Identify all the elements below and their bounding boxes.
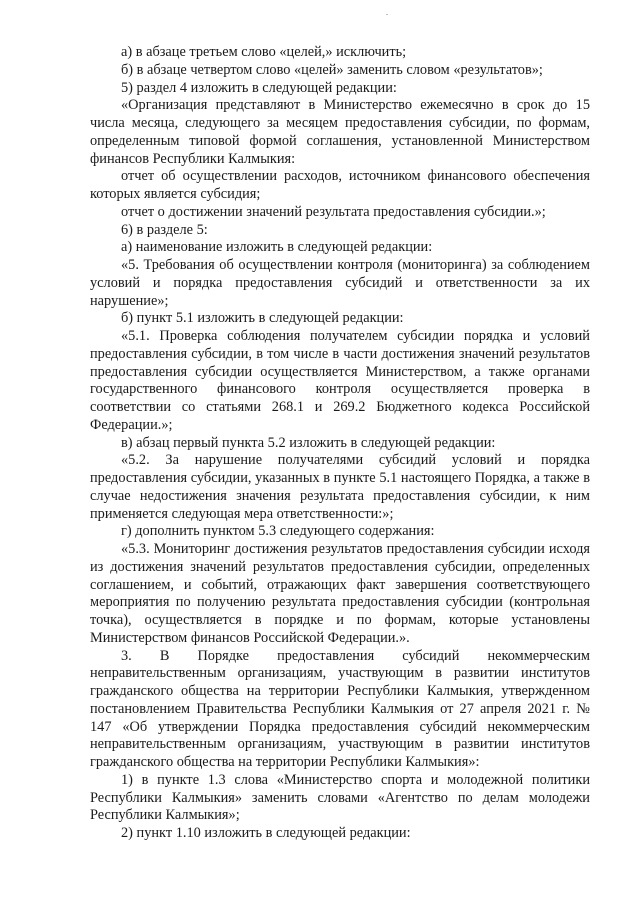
paragraph: в) абзац первый пункта 5.2 изложить в следующей редакции: <box>121 434 496 451</box>
paragraph: г) дополнить пунктом 5.3 следующего содержания: <box>121 523 435 540</box>
paragraph: а) наименование изложить в следующей редакции: <box>121 239 433 256</box>
paragraph: б) пункт 5.1 изложить в следующей редакции: <box>121 310 404 327</box>
paragraph: б) в абзаце четвертом слово «целей» заменить словом «результатов»; <box>121 61 543 78</box>
paragraph: отчет об осуществлении расходов, источником финансового обеспечения которых является субсидия; <box>90 168 590 202</box>
paragraph: «Организация представляют в Министерство ежемесячно в срок до 15 числа месяца, следующего за месяцем предоставления субсидии, по формам, определенным типовой формой соглашения, установленной Министерством финансов Республики Калмыкия: <box>90 97 590 167</box>
paragraph: «5.3. Мониторинг достижения результатов предоставления субсидии исходя из достижения значений результатов предоставления субсидии, определенных соглашением, и событий, отражающих факт завершения соответствующего мероприятия по получению результата предоставления субсидии (контрольная точка), осуществляется в порядке и по формам, которые установлены Министерством финансов Российской Федерации.». <box>90 541 590 646</box>
paragraph: 3. В Порядке предоставления субсидий некоммерческим неправительственным организациям, участвующим в развитии институтов гражданского общества на территории Республики Калмыкия, утвержденном постановлением Правительства Республики Калмыкия от 27 апреля 2021 г. № 147 «Об утверждении Порядка предоставления субсидий некоммерческим неправительственным организациям, участвующим в развитии институтов гражданского общества на территории Республики Калмыкия»: <box>90 647 590 770</box>
paragraph: 5) раздел 4 изложить в следующей редакции: <box>121 79 397 96</box>
document-body <box>90 44 590 843</box>
paragraph: 2) пункт 1.10 изложить в следующей редакции: <box>121 825 411 841</box>
scan-speck <box>386 14 388 15</box>
paragraph: «5. Требования об осуществлении контроля (мониторинга) за соблюдением условий и порядка предоставления субсидий и ответственности за их нарушение»; <box>90 257 590 309</box>
paragraph: отчет о достижении значений результата предоставления субсидии.»; <box>121 203 546 220</box>
paragraph: а) в абзаце третьем слово «целей,» исключить; <box>121 44 407 60</box>
paragraph: 6) в разделе 5: <box>121 221 208 238</box>
paragraph: «5.1. Проверка соблюдения получателем субсидии порядка и условий предоставления субсидии, в том числе в части достижения значений результатов предоставления субсидии осуществляется Министерством, а также органами государственного финансового контроля осуществляется проверка в соответствии со статьями 268.1 и 269.2 Бюджетного кодекса Российской Федерации.»; <box>90 328 590 433</box>
paragraph: 1) в пункте 1.3 слова «Министерство спорта и молодежной политики Республики Калмыкия» заменить словами «Агентство по делам молодежи Республики Калмыкия»; <box>90 771 590 824</box>
paragraph: «5.2. За нарушение получателями субсидий условий и порядка предоставления субсидии, указанных в пункте 5.1 настоящего Порядка, а также в случае недостижения значения результата предоставления субсидии, к ним применяется следующая мера ответственности:»; <box>90 452 590 522</box>
